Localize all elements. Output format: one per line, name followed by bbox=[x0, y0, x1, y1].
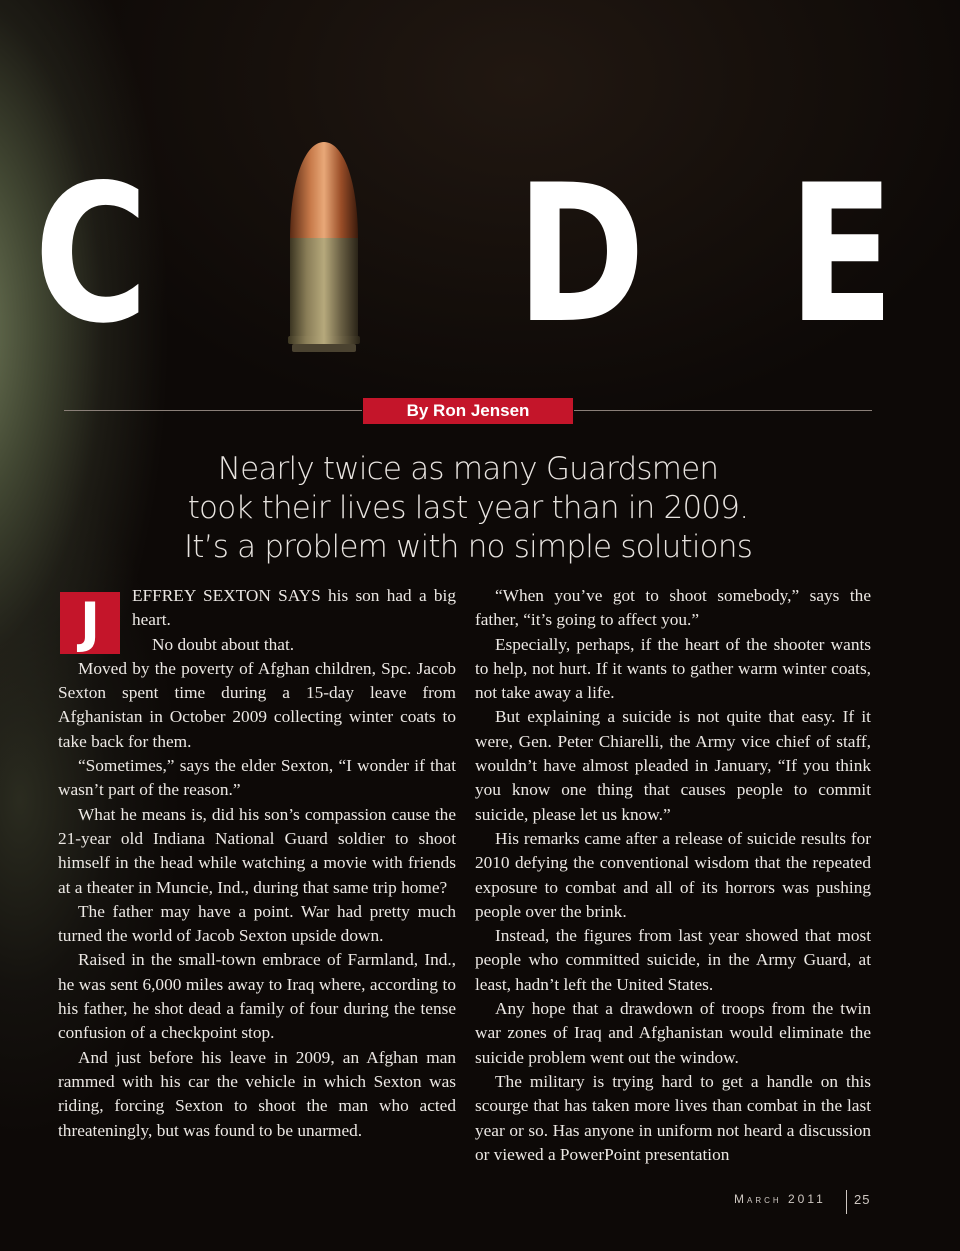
lead-in: EFFREY SEXTON SAYS bbox=[132, 586, 321, 605]
article-paragraph: The father may have a point. War had pretty much turned the world of Jacob Sexton upside down. bbox=[58, 901, 456, 946]
article-paragraph: But explaining a suicide is not quite that easy. If it were, Gen. Peter Chiarelli, the Army vice chief of staff, wouldn’t have almost pleaded in January, “If you think you know one thing that causes people to commit suicide, please let us know.” bbox=[475, 707, 871, 824]
deck-line: It’s a problem with no simple solutions bbox=[183, 529, 753, 565]
byline: By Ron Jensen bbox=[363, 398, 573, 424]
headline-letter-c: C bbox=[34, 144, 149, 365]
article-paragraph: Any hope that a drawdown of troops from the twin war zones of Iraq and Afghanistan would eliminate the suicide problem went out the window. bbox=[475, 999, 871, 1067]
page-number: 25 bbox=[854, 1192, 871, 1207]
article-paragraph: The military is trying hard to get a handle on this scourge that has taken more lives than combat in the last year or so. Has anyone in uniform not heard a discussion or viewed a PowerPoint presentation bbox=[475, 1071, 871, 1164]
article-paragraph: What he means is, did his son’s compassion cause the 21-year old Indiana National Guard soldier to shoot himself in the head while watching a movie with friends at a theater in Muncie, Ind., during that same trip home? bbox=[58, 804, 456, 897]
drop-cap: J bbox=[60, 592, 120, 654]
article-column-1 bbox=[58, 584, 456, 1143]
article-paragraph: Especially, perhaps, if the heart of the shooter wants to help, not hurt. If it wants to gather warm winter coats, not take away a life. bbox=[475, 634, 871, 703]
divider-rule-right bbox=[574, 410, 872, 411]
folio-divider bbox=[846, 1190, 847, 1214]
article-paragraph: Instead, the figures from last year showed that most people who committed suicide, in the Army Guard, at least, hadn’t left the United States. bbox=[475, 926, 871, 994]
headline-letter-e: E bbox=[788, 144, 895, 365]
article-paragraph: Raised in the small-town embrace of Farmland, Ind., he was sent 6,000 miles away to Iraq where, according to his father, he shot dead a family of four during the tense confusion of a checkpoint stop. bbox=[58, 950, 456, 1043]
headline-letter-d: D bbox=[516, 144, 646, 365]
article-column-2 bbox=[475, 584, 871, 1167]
article-paragraph: “Sometimes,” says the elder Sexton, “I wonder if that wasn’t part of the reason.” bbox=[58, 756, 456, 800]
article-paragraph: And just before his leave in 2009, an Afghan man rammed with his car the vehicle in which Sexton was riding, forcing Sexton to shoot the man who acted threateningly, but was found to be unarmed. bbox=[58, 1047, 456, 1140]
folio-issue-date: March 2011 bbox=[734, 1192, 826, 1206]
deck-line: Nearly twice as many Guardsmen bbox=[217, 451, 719, 487]
deck-line: took their lives last year than in 2009. bbox=[187, 490, 749, 526]
article-paragraph: No doubt about that. bbox=[152, 634, 295, 654]
article-paragraph: His remarks came after a release of suicide results for 2010 defying the conventional wisdom that the repeated exposure to combat and all of its horrors was pushing people over the brink. bbox=[475, 828, 871, 921]
article-paragraph: “When you’ve got to shoot somebody,” says the father, “it’s going to affect you.” bbox=[475, 586, 871, 630]
deck-subheadline bbox=[150, 450, 786, 567]
paragraph-text: his son had a big heart. bbox=[132, 586, 456, 630]
divider-rule-left bbox=[64, 410, 362, 411]
article-paragraph: Moved by the poverty of Afghan children, Spc. Jacob Sexton spent time during a 15-day leave from Afghanistan in October 2009 collecting winter coats to take back for them. bbox=[58, 658, 456, 751]
bullet-image bbox=[283, 140, 365, 355]
